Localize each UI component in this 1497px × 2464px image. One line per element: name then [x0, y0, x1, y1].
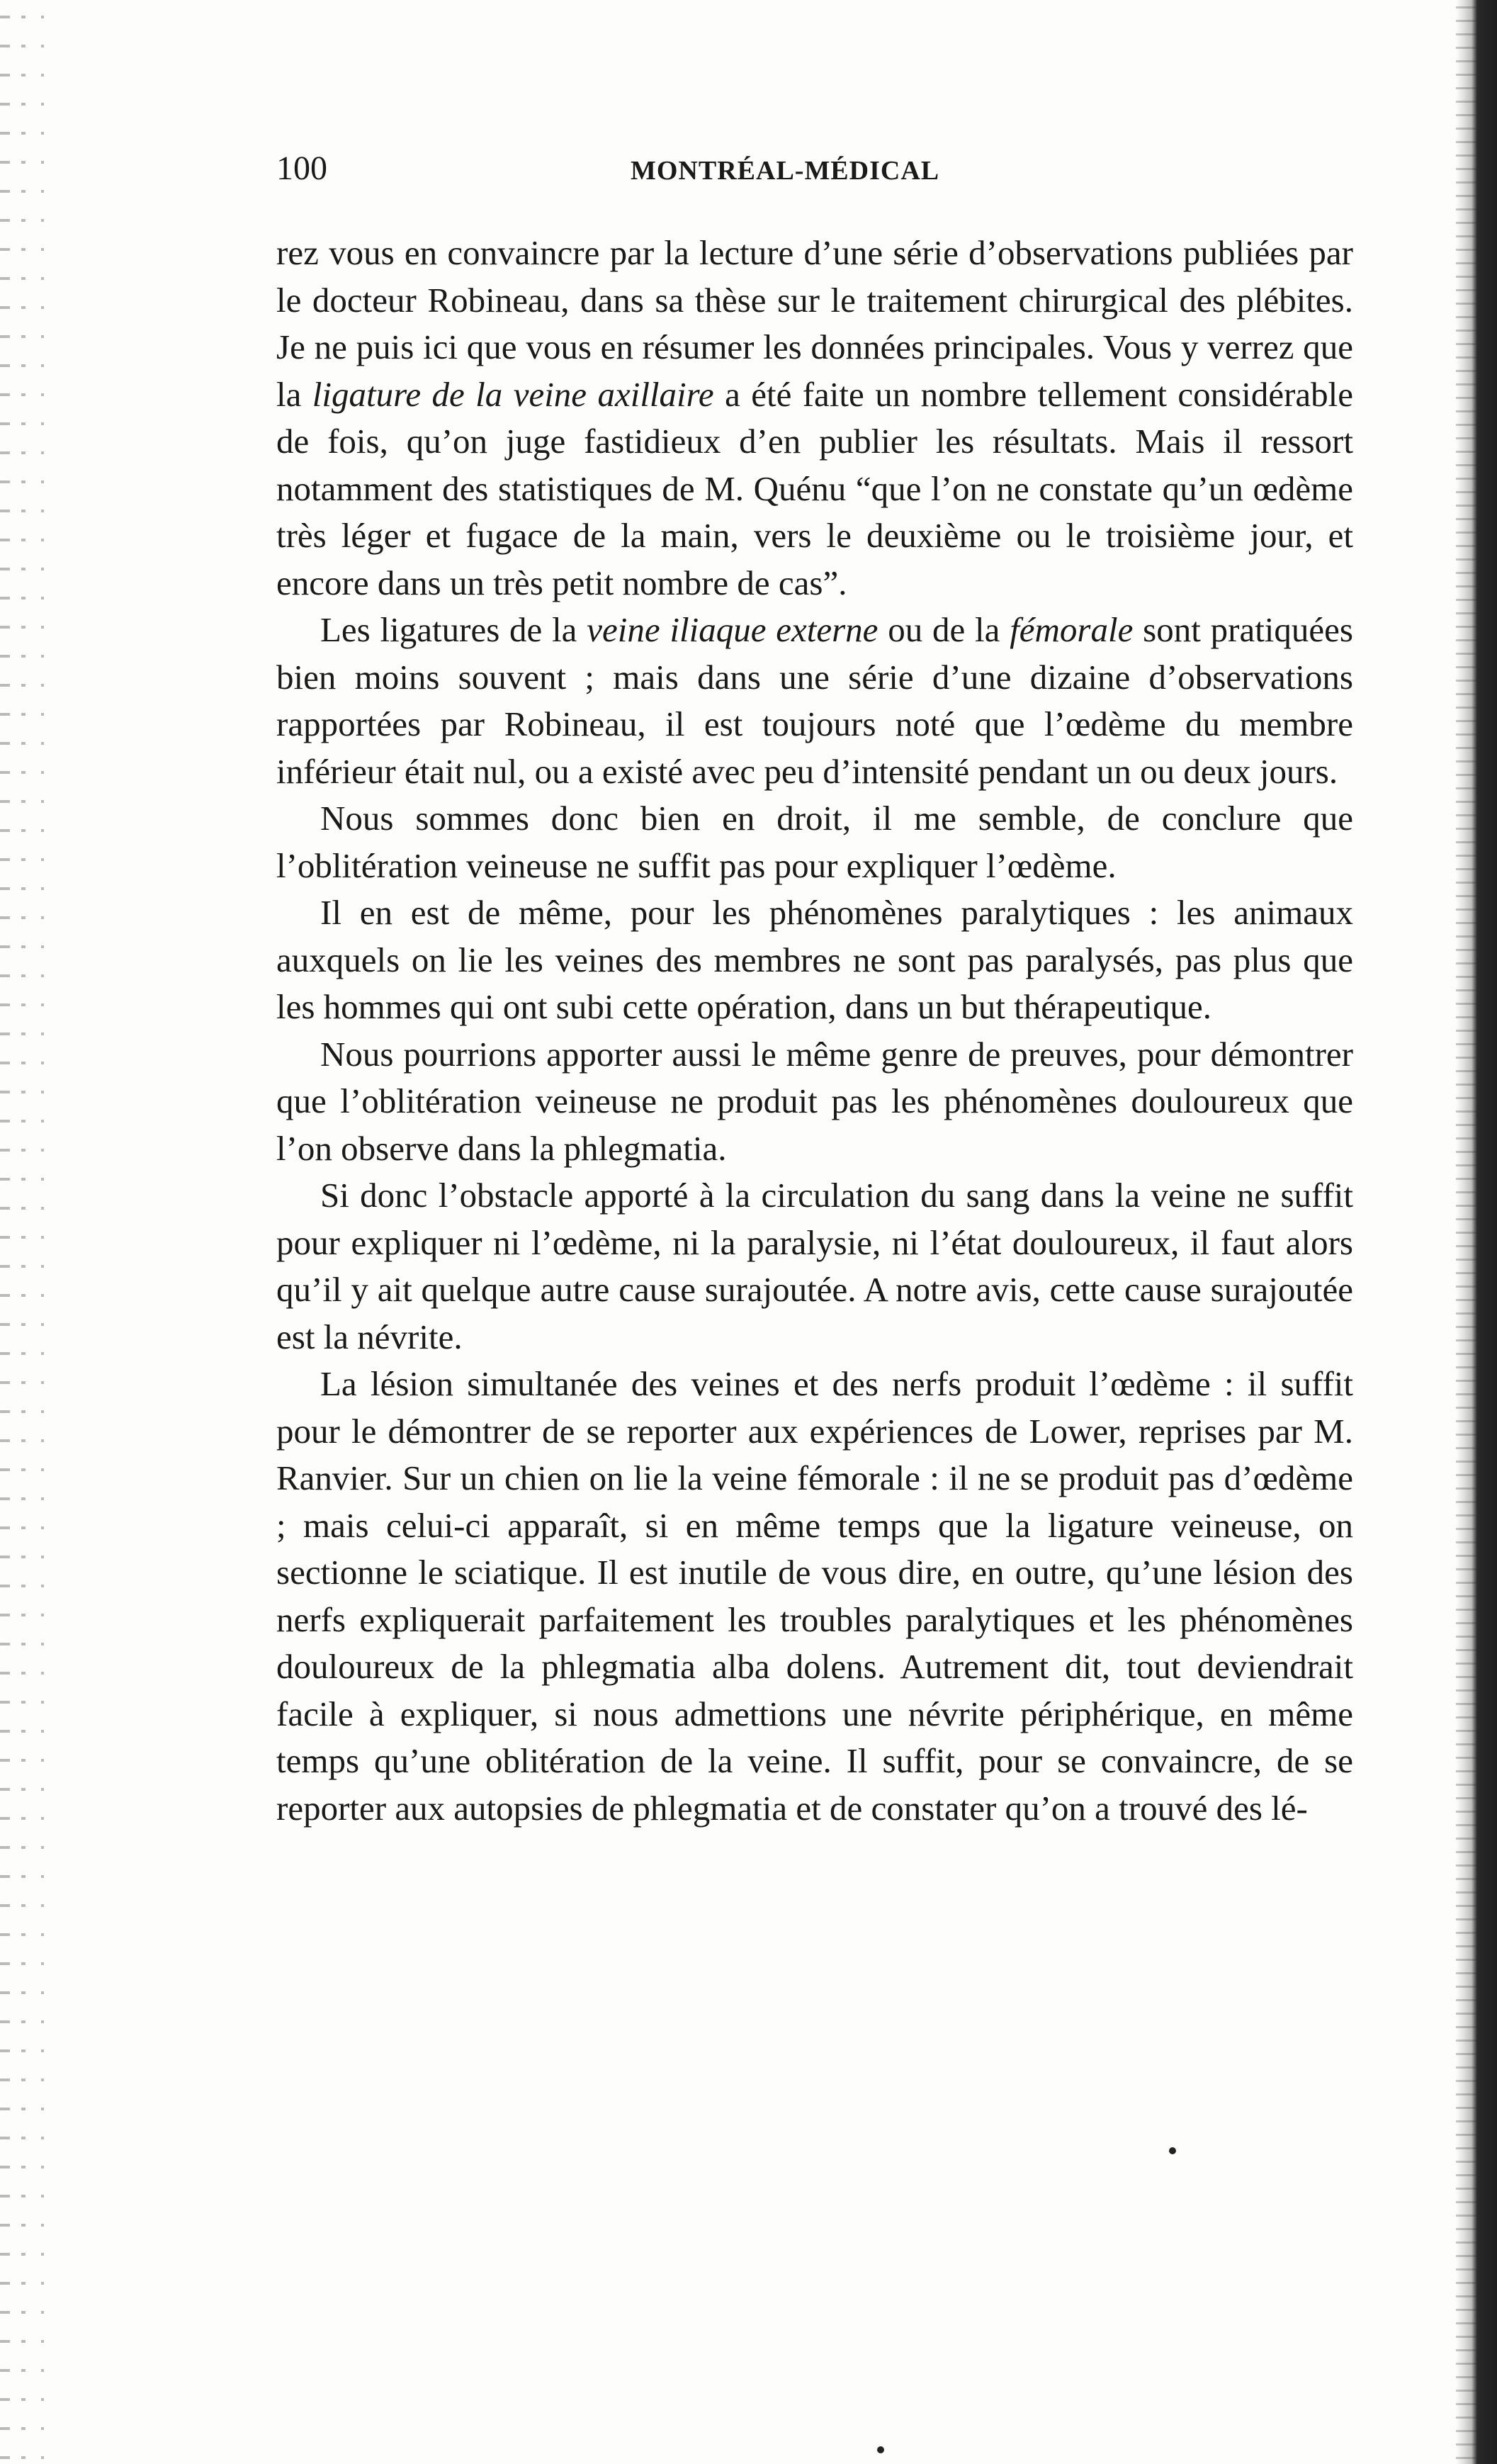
italic-run: ligature de la veine axillaire — [312, 374, 714, 414]
left-margin-scan-noise — [0, 0, 64, 2464]
paragraph — [276, 230, 1353, 607]
page-number: 100 — [276, 150, 327, 187]
paragraph — [276, 1031, 1353, 1173]
italic-run: fémorale — [1010, 610, 1134, 649]
paragraph — [276, 889, 1353, 1031]
paragraph — [276, 795, 1353, 889]
page-header — [276, 149, 1353, 191]
text-run: rez vous en convaincre par la lecture d’une série d’observations publiées par le docteur Robineau, dans sa thèse sur le traitement chirurgical des plébites. Je ne puis ici que vous en résumer les données principales. Vous y verrez que la — [276, 233, 1353, 414]
paragraph — [276, 607, 1353, 795]
text-run: sont pratiquées bien moins souvent ; mais dans une série d’une dizaine d’observations rapportées par Robineau, il est toujours noté que l’œdème du membre inférieur était nul, ou a existé avec peu d’intensité pendant un ou deux jours. — [276, 610, 1353, 791]
text-run: Il en est de même, pour les phénomènes paralytiques : les animaux auxquels on lie les veines des membres ne sont pas paralysés, pas plus que les hommes qui ont subi cette opération, dans un but thérapeutique. — [276, 893, 1353, 1026]
ink-spot — [1169, 2147, 1176, 2154]
body-text — [276, 230, 1353, 1832]
text-run: Si donc l’obstacle apporté à la circulation du sang dans la veine ne suffit pour expliquer ni l’œdème, ni la paralysie, ni l’état douloureux, il faut alors qu’il y ait quelque autre cause surajoutée. A notre avis, cette cause surajoutée est la névrite. — [276, 1176, 1353, 1356]
text-run: a été faite un nombre tellement considérable de fois, qu’on juge fastidieux d’en publier les résultats. Mais il ressort notamment des statistiques de M. Quénu “que l’on ne constate qu’un œdème très léger et fugace de la main, vers le deuxième ou le troisième jour, et encore dans un très petit nombre de cas”. — [276, 374, 1354, 602]
document-page — [276, 149, 1353, 1832]
text-run: La lésion simultanée des veines et des nerfs produit l’œdème : il suffit pour le démontrer de se reporter aux expériences de Lower, reprises par M. Ranvier. Sur un chien on lie la veine fémorale : il ne se produit pas d’œdème ; mais celui-ci apparaît, si en même temps que la ligature veineuse, on sectionne le sciatique. Il est inutile de vous dire, en outre, qu’une lésion des nerfs expliquerait parfaitement les troubles paralytiques et les phénomènes douloureux de la phlegmatia alba dolens. Autrement dit, tout deviendrait facile à expliquer, si nous admettions une névrite périphérique, en même temps qu’une oblitération de la veine. Il suffit, pour se convaincre, de se reporter aux autopsies de phlegmatia et de constater qu’on a trouvé des lé- — [276, 1364, 1353, 1828]
text-run: Les ligatures de la — [320, 610, 587, 649]
text-run: Nous sommes donc bien en droit, il me semble, de conclure que l’oblitération veineuse ne suffit pas pour expliquer l’œdème. — [276, 799, 1353, 885]
paragraph — [276, 1361, 1353, 1832]
running-head: MONTRÉAL-MÉDICAL — [631, 156, 940, 186]
paragraph — [276, 1172, 1353, 1361]
ink-spot — [877, 2446, 884, 2453]
text-run: ou de la — [878, 610, 1010, 649]
right-page-edge-shadow — [1456, 0, 1497, 2464]
italic-run: veine iliaque externe — [587, 610, 879, 649]
text-run: Nous pourrions apporter aussi le même genre de preuves, pour démontrer que l’oblitération veineuse ne produit pas les phénomènes douloureux que l’on observe dans la phlegmatia. — [276, 1034, 1353, 1168]
